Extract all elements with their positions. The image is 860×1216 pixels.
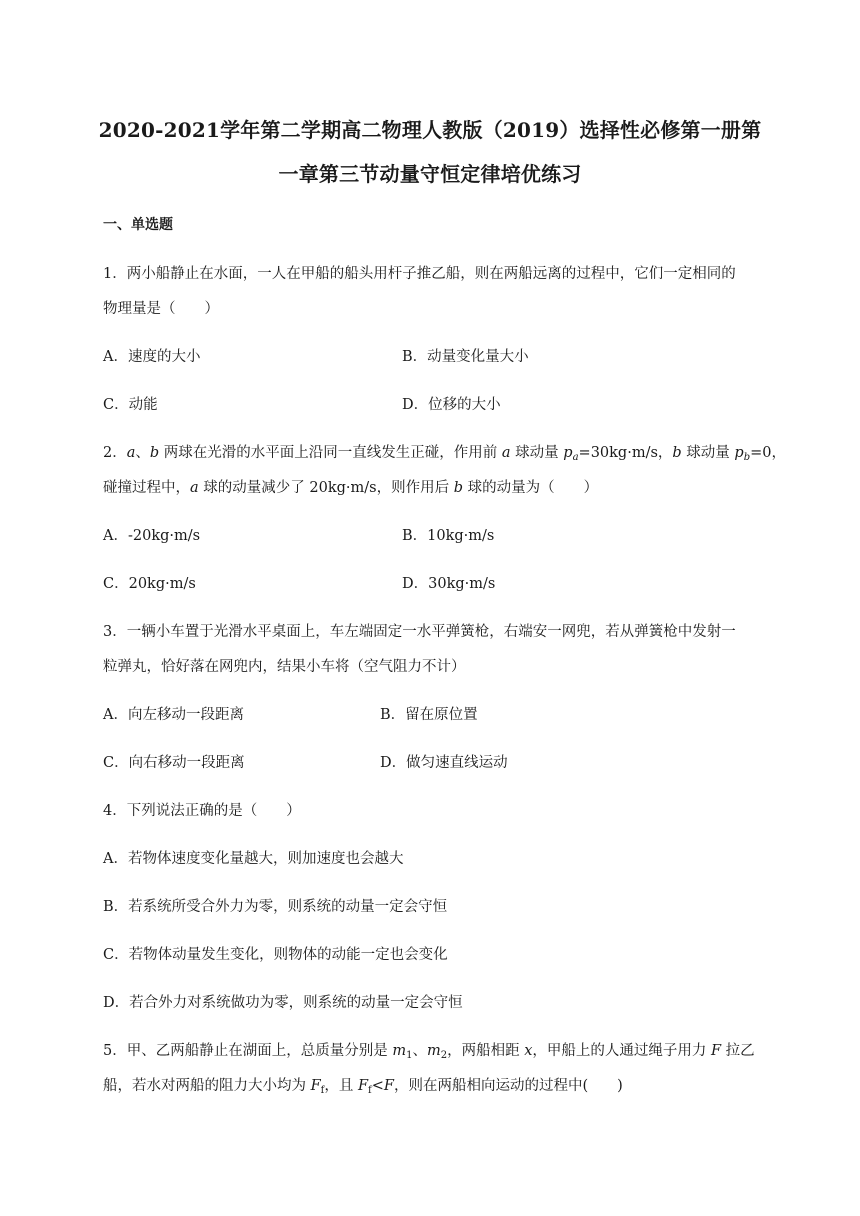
- question-2-option-d: D．30kg·m/s: [402, 576, 496, 592]
- question-1-option-b: B．动量变化量大小: [402, 349, 529, 365]
- question-4-option-d: D．若合外力对系统做功为零，则系统的动量一定会守恒: [103, 995, 463, 1011]
- question-3-text-line-1: 3．一辆小车置于光滑水平桌面上，车左端固定一水平弹簧枪，右端安一网兜，若从弹簧枪中发射一: [103, 624, 736, 640]
- question-4-option-b: B．若系统所受合外力为零，则系统的动量一定会守恒: [103, 899, 448, 915]
- question-2-text-line-1: 2．a、b 两球在光滑的水平面上沿同一直线发生正碰，作用前 a 球动量 $p_a=30kg\cdot m/s$，b 球动量 $p_b=0$，: [103, 445, 786, 463]
- question-4-option-c: C．若物体动量发生变化，则物体的动能一定也会变化: [103, 947, 448, 963]
- section-heading: 一、单选题: [103, 217, 173, 233]
- question-1-option-c: C．动能: [103, 397, 158, 413]
- question-1-text-line-2: 物理量是（ ）: [103, 301, 219, 317]
- question-2-option-c: C．20kg·m/s: [103, 576, 196, 592]
- question-3-option-d: D．做匀速直线运动: [380, 755, 508, 771]
- document-title-line-1: 2020-2021学年第二学期高二物理人教版（2019）选择性必修第一册第: [98, 118, 762, 142]
- question-5-text-line-2: 船，若水对两船的阻力大小均为 $F_f$，且 $F_f<F$，则在两船相向运动的过程中( ): [103, 1078, 623, 1096]
- question-1-option-a: A．速度的大小: [103, 349, 201, 365]
- question-4-option-a: A．若物体速度变化量越大，则加速度也会越大: [103, 851, 404, 867]
- question-3-option-a: A．向左移动一段距离: [103, 707, 244, 723]
- question-1-text-line-1: 1．两小船静止在水面，一人在甲船的船头用杆子推乙船，则在两船远离的过程中，它们一定相同的: [103, 266, 736, 282]
- question-2-option-b: B．10kg·m/s: [402, 528, 495, 544]
- question-3-option-c: C．向右移动一段距离: [103, 755, 245, 771]
- question-1-option-d: D．位移的大小: [402, 397, 501, 413]
- document-title-line-2: 一章第三节动量守恒定律培优练习: [278, 162, 582, 186]
- question-4-text: 4．下列说法正确的是（ ）: [103, 803, 301, 819]
- question-2-option-a: A．-20kg·m/s: [103, 528, 201, 544]
- question-5-text-line-1: 5．甲、乙两船静止在湖面上，总质量分别是 $m_1$、$m_2$，两船相距 x，甲船上的人通过绳子用力 F 拉乙: [103, 1043, 755, 1061]
- question-3-text-line-2: 粒弹丸，恰好落在网兜内，结果小车将（空气阻力不计）: [103, 659, 466, 675]
- question-3-option-b: B．留在原位置: [380, 707, 478, 723]
- question-2-text-line-2: 碰撞过程中，a 球的动量减少了 20kg·m/s，则作用后 b 球的动量为（ ）: [103, 480, 599, 496]
